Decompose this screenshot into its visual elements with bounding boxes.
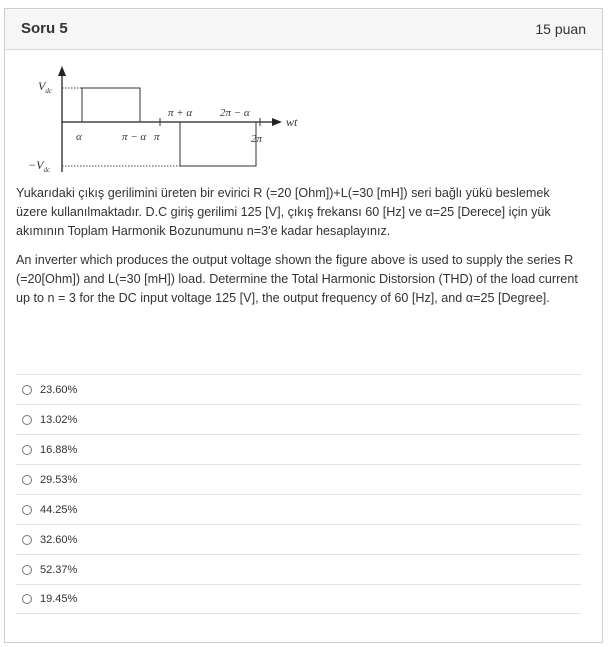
answer-option[interactable]	[16, 464, 581, 494]
answer-option-label: 29.53%	[40, 473, 78, 486]
waveform-figure	[24, 64, 314, 184]
label-two-pi-minus-alpha: 2π − α	[220, 107, 250, 119]
label-wt: wt	[286, 115, 298, 129]
question-title: Soru 5	[21, 20, 68, 37]
answer-option-label: 13.02%	[40, 413, 78, 426]
label-pi-minus-alpha: π − α	[122, 131, 147, 143]
answer-options	[16, 374, 581, 614]
radio-button[interactable]	[22, 594, 32, 604]
question-text-tr: Yukarıdaki çıkış gerilimini üreten bir evirici R (=20 [Ohm])+L(=30 [mH]) seri bağlı yükü beslemek üzere kullanılmaktadır. D.C giriş gerilimi 125 [V], çıkış frekansı 60 [Hz] ve α=25 [Derece] için yük akımının Toplam Harmonik Bozunumunu n=3'e kadar hesaplayınız.	[16, 186, 551, 238]
answer-option[interactable]	[16, 434, 581, 464]
answer-option-label: 23.60%	[40, 383, 78, 396]
y-axis-arrow	[58, 66, 66, 76]
question-points: 15 puan	[535, 21, 586, 37]
answer-option[interactable]	[16, 554, 581, 584]
answer-option[interactable]	[16, 374, 581, 404]
answer-option-label: 16.88%	[40, 443, 78, 456]
question-text-en: An inverter which produces the output voltage shown the figure above is used to supply the series R (=20[Ohm]) and L(=30 [mH]) load. Determine the Total Harmonic Distorsion (THD) of the load current up to n = 3 for the DC input voltage 125 [V], the output frequency of 60 [Hz], and α=25 [Degree].	[16, 253, 578, 305]
answer-option-label: 52.37%	[40, 563, 78, 576]
label-pi-plus-alpha: π + α	[168, 107, 193, 119]
radio-button[interactable]	[22, 385, 32, 395]
positive-pulse	[82, 88, 140, 122]
answer-option-label: 19.45%	[40, 593, 78, 605]
radio-button[interactable]	[22, 535, 32, 545]
radio-button[interactable]	[22, 445, 32, 455]
label-vdc: $V_{dc}$	[38, 79, 52, 95]
label-pi: π	[154, 131, 160, 143]
label-alpha: α	[76, 131, 82, 143]
radio-button[interactable]	[22, 415, 32, 425]
radio-button[interactable]	[22, 565, 32, 575]
answer-option[interactable]	[16, 494, 581, 524]
label-two-pi: 2π	[251, 133, 263, 145]
answer-option[interactable]	[16, 404, 581, 434]
answer-option[interactable]	[16, 524, 581, 554]
radio-button[interactable]	[22, 475, 32, 485]
answer-option-label: 32.60%	[40, 533, 78, 546]
answer-option[interactable]	[16, 584, 581, 614]
question-header	[5, 9, 602, 50]
answer-option-label: 44.25%	[40, 503, 78, 516]
negative-pulse	[180, 122, 256, 166]
label-neg-vdc: $-V_{dc}$	[28, 158, 51, 174]
radio-button[interactable]	[22, 505, 32, 515]
x-axis-arrow	[272, 118, 282, 126]
